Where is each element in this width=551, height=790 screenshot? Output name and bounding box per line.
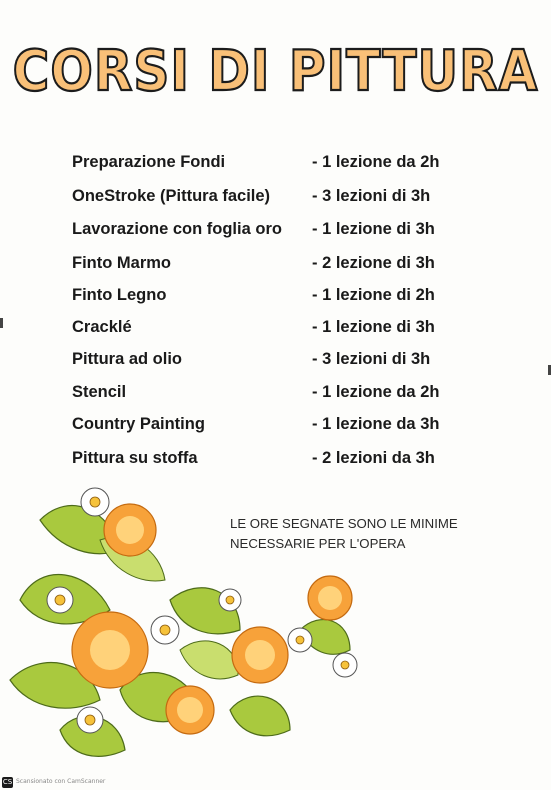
course-name: Stencil: [72, 383, 127, 401]
course-row: [0, 220, 551, 250]
scanner-footer: [0, 776, 200, 790]
course-duration: - 1 lezione di 3h: [312, 220, 435, 238]
course-name: OneStroke (Pittura facile): [72, 187, 271, 205]
course-row: [0, 153, 551, 183]
course-name: Country Painting: [72, 415, 205, 433]
course-row: [0, 449, 551, 479]
flower-illustration: [0, 480, 420, 770]
course-name: Lavorazione con foglia oro: [72, 220, 282, 238]
scanner-label: Scansionato con CamScanner: [16, 778, 106, 785]
course-name: Pittura ad olio: [72, 350, 183, 368]
course-duration: - 1 lezione di 3h: [312, 318, 435, 336]
scan-edge-mark: [0, 318, 3, 328]
course-name: Finto Marmo: [72, 254, 171, 272]
note-line-1: LE ORE SEGNATE SONO LE MINIME: [230, 516, 458, 531]
course-duration: - 1 lezione da 2h: [312, 153, 440, 171]
course-duration: - 1 lezione da 2h: [312, 383, 440, 401]
course-row: [0, 187, 551, 217]
note-line-2: NECESSARIE PER L'OPERA: [230, 536, 406, 551]
course-row: [0, 350, 551, 380]
course-duration: - 1 lezione di 2h: [312, 286, 435, 304]
course-duration: - 3 lezioni di 3h: [312, 187, 431, 205]
course-duration: - 1 lezione da 3h: [312, 415, 440, 433]
course-row: [0, 254, 551, 284]
course-name: Preparazione Fondi: [72, 153, 226, 171]
course-duration: - 2 lezioni da 3h: [312, 449, 435, 467]
page-title: CORSI DI PITTURA: [12, 38, 539, 104]
course-row: [0, 318, 551, 348]
course-row: [0, 286, 551, 316]
course-duration: - 2 lezione di 3h: [312, 254, 435, 272]
course-row: [0, 383, 551, 413]
course-row: [0, 415, 551, 445]
course-name: Pittura su stoffa: [72, 449, 198, 467]
camscanner-icon: CS: [2, 778, 13, 786]
course-duration: - 3 lezioni di 3h: [312, 350, 431, 368]
course-name: Cracklé: [72, 318, 132, 336]
course-name: Finto Legno: [72, 286, 167, 304]
